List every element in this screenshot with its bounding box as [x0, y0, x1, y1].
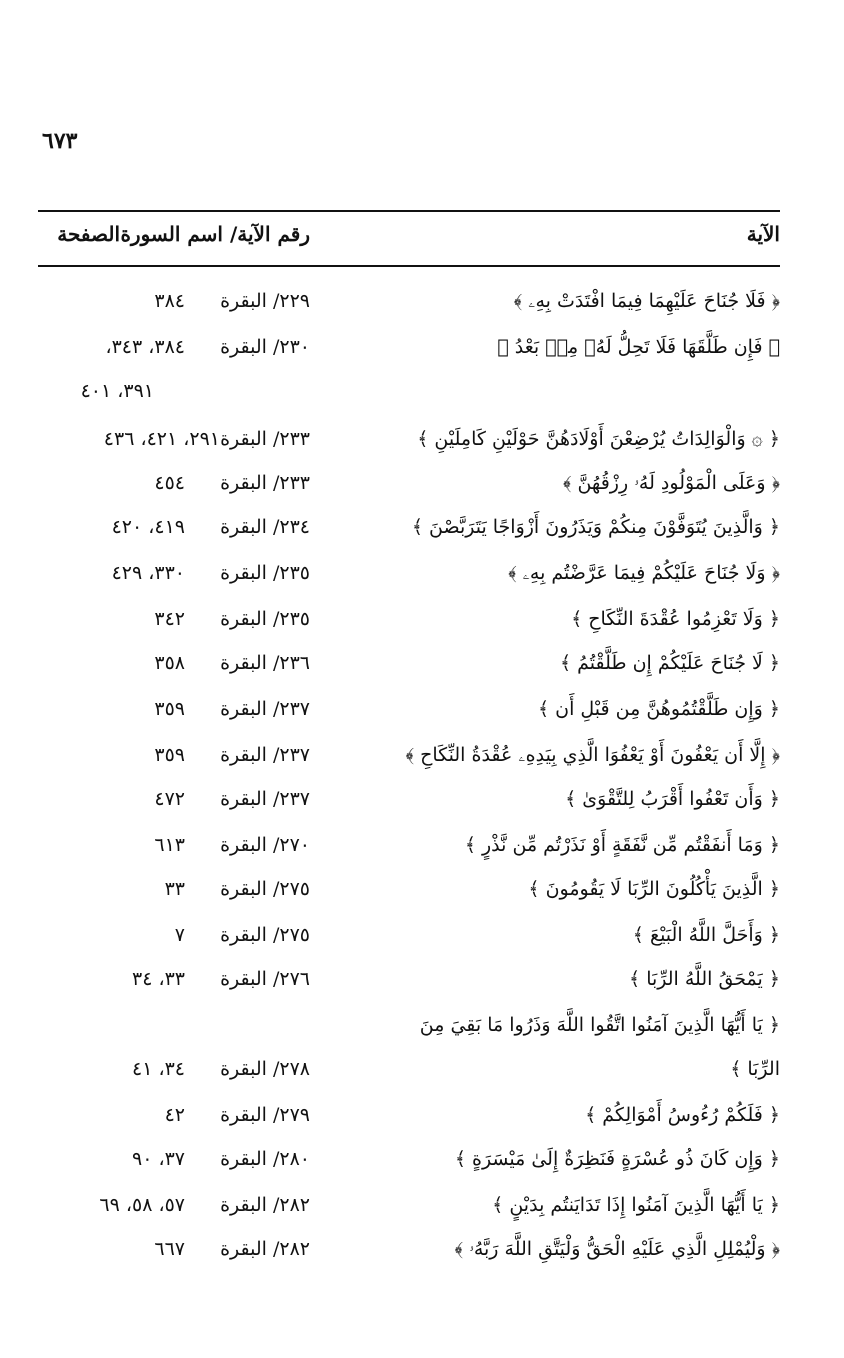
- ayah-text: ﴿ يَمْحَقُ اللَّهُ الرِّبَا ﴾: [629, 968, 780, 990]
- ayah-text: ﴿ ۞ وَالْوَالِدَاتُ يُرْضِعْنَ أَوْلَادَهُنَّ حَوْلَيْنِ كَامِلَيْنِ ﴾: [417, 428, 780, 450]
- page-refs: ٣٥٩: [154, 698, 185, 720]
- table-row: [38, 1188, 780, 1232]
- ayah-text: ﴿ فَلَا جُنَاحَ عَلَيْهِمَا فِيمَا افْتَدَتْ بِهِۦ ﴾: [513, 290, 780, 312]
- page-refs: ٦٦٧: [154, 1238, 185, 1260]
- ayah-text: ﴿ الَّذِينَ يَأْكُلُونَ الرِّبَا لَا يَقُومُونَ ﴾: [528, 878, 780, 900]
- ayah-text: ﴿ وَالَّذِينَ يُتَوَفَّوْنَ مِنكُمْ وَيَذَرُونَ أَزْوَاجًا يَتَرَبَّصْنَ ﴾: [411, 516, 780, 538]
- table-row: [38, 330, 780, 374]
- ayah-reference: ٢٧٠/ البقرة: [220, 834, 310, 856]
- ayah-text: ﴿ يَا أَيُّهَا الَّذِينَ آمَنُوا اتَّقُوا اللَّهَ وَذَرُوا مَا بَقِيَ مِنَ: [419, 1014, 780, 1036]
- page-refs: ٣٣٠، ٤٢٩: [111, 562, 185, 584]
- page-refs: ٣٣، ٣٤: [131, 968, 185, 990]
- page-refs: ٢٩١، ٤٢١، ٤٣٦: [103, 428, 220, 450]
- table-row: [38, 918, 780, 962]
- ayah-reference: ٢٣٥/ البقرة: [220, 608, 310, 630]
- ayah-reference: ٢٨٢/ البقرة: [220, 1238, 310, 1260]
- header-ayah-number-surah: رقم الآية/ اسم السورة: [120, 222, 310, 246]
- page-refs: ٣٨٤: [154, 290, 185, 312]
- table-row: [38, 466, 780, 510]
- top-rule: [38, 210, 780, 212]
- page-refs: ٤٥٤: [154, 472, 185, 494]
- page-refs: ٤١٩، ٤٢٠: [111, 516, 185, 538]
- page-refs-continued: ٣٩١، ٤٠١: [80, 380, 154, 402]
- table-row: [38, 872, 780, 916]
- ayah-reference: ٢٣٧/ البقرة: [220, 788, 310, 810]
- table-row: [38, 646, 780, 690]
- ayah-text: ﴿ وَعَلَى الْمَوْلُودِ لَهُۥ رِزْقُهُنَّ ﴾: [563, 472, 780, 494]
- page-refs: ٣٨٤، ٣٤٣،: [105, 336, 185, 358]
- ayah-reference: ٢٣٣/ البقرة: [220, 472, 310, 494]
- ayah-text: ﴿ لَا جُنَاحَ عَلَيْكُمْ إِن طَلَّقْتُمُ ﴾: [559, 652, 780, 674]
- ayah-reference: ٢٣٣/ البقرة: [220, 428, 310, 450]
- header-page: الصفحة: [57, 222, 120, 246]
- ayah-text: ﴿ وَأَن تَعْفُوا أَقْرَبُ لِلتَّقْوَىٰ ﴾: [565, 788, 780, 810]
- page-refs: ٣٤، ٤١: [131, 1058, 185, 1080]
- ayah-text: ﴿ وَلَا تَعْزِمُوا عُقْدَةَ النِّكَاحِ ﴾: [571, 608, 780, 630]
- table-row: [38, 422, 780, 466]
- page-refs: ٣٥٩: [154, 744, 185, 766]
- ayah-reference: ٢٣٤/ البقرة: [220, 516, 310, 538]
- ayah-text: ﴿ فَإِن طَلَّقَهَا فَلَا تَحِلُّ لَهُۥ مِنۢ بَعْدُ ﴾: [497, 336, 780, 358]
- table-row: [38, 556, 780, 600]
- page-refs: ٣٧، ٩٠: [131, 1148, 185, 1170]
- ayah-text: ﴿ فَلَكُمْ رُءُوسُ أَمْوَالِكُمْ ﴾: [585, 1104, 780, 1126]
- header-rule: [38, 265, 780, 267]
- page-refs: ٦١٣: [154, 834, 185, 856]
- page-refs: ٥٧، ٥٨، ٦٩: [99, 1194, 185, 1216]
- ayah-reference: ٢٧٦/ البقرة: [220, 968, 310, 990]
- ayah-reference: ٢٣٦/ البقرة: [220, 652, 310, 674]
- ayah-text: ﴿ وَأَحَلَّ اللَّهُ الْبَيْعَ ﴾: [632, 924, 780, 946]
- table-row: [38, 1142, 780, 1186]
- table-header: [38, 222, 780, 256]
- table-row: [38, 692, 780, 736]
- ayah-reference: ٢٧٥/ البقرة: [220, 878, 310, 900]
- ayah-reference: ٢٧٥/ البقرة: [220, 924, 310, 946]
- page-refs: ٣٥٨: [154, 652, 185, 674]
- table-row: [38, 510, 780, 554]
- table-row: [38, 1052, 780, 1096]
- page-refs: ٣٤٢: [154, 608, 185, 630]
- ayah-reference: ٢٣٧/ البقرة: [220, 744, 310, 766]
- table-row: [38, 738, 780, 782]
- ayah-reference: ٢٣٥/ البقرة: [220, 562, 310, 584]
- ayah-reference: ٢٣٠/ البقرة: [220, 336, 310, 358]
- page-refs: ٤٢: [164, 1104, 185, 1126]
- table-row: [38, 284, 780, 328]
- ayah-reference: ٢٨٢/ البقرة: [220, 1194, 310, 1216]
- page-refs: ٤٧٢: [154, 788, 185, 810]
- ayah-reference: ٢٧٩/ البقرة: [220, 1104, 310, 1126]
- table-row: [38, 602, 780, 646]
- page-number: ٦٧٣: [42, 128, 78, 154]
- table-row: [38, 782, 780, 826]
- ayah-text: ﴿ وَمَا أَنفَقْتُم مِّن نَّفَقَةٍ أَوْ نَذَرْتُم مِّن نَّذْرٍ ﴾: [464, 834, 780, 856]
- ayah-reference: ٢٨٠/ البقرة: [220, 1148, 310, 1170]
- header-ayah: الآية: [746, 222, 780, 246]
- ayah-text: ﴿ إِلَّا أَن يَعْفُونَ أَوْ يَعْفُوَا الَّذِي بِيَدِهِۦ عُقْدَةُ النِّكَاحِ ﴾: [405, 744, 780, 766]
- page-refs: ٧: [174, 924, 185, 946]
- table-row: [38, 1008, 780, 1052]
- table-row: [38, 1232, 780, 1276]
- ayah-text-continued: الرِّبَا ﴾: [730, 1058, 780, 1080]
- ayah-text: ﴿ يَا أَيُّهَا الَّذِينَ آمَنُوا إِذَا تَدَايَنتُم بِدَيْنٍ ﴾: [492, 1194, 780, 1216]
- ayah-reference: ٢٧٨/ البقرة: [220, 1058, 310, 1080]
- ayah-text: ﴿ وَلَا جُنَاحَ عَلَيْكُمْ فِيمَا عَرَّضْتُم بِهِۦ ﴾: [508, 562, 780, 584]
- page-refs: ٣٣: [164, 878, 185, 900]
- ayah-text: ﴿ وَإِن كَانَ ذُو عُسْرَةٍ فَنَظِرَةٌ إِلَىٰ مَيْسَرَةٍ ﴾: [454, 1148, 780, 1170]
- ayah-reference: ٢٣٧/ البقرة: [220, 698, 310, 720]
- ayah-reference: ٢٢٩/ البقرة: [220, 290, 310, 312]
- ayah-text: ﴿ وَإِن طَلَّقْتُمُوهُنَّ مِن قَبْلِ أَن ﴾: [537, 698, 780, 720]
- table-row: [38, 1098, 780, 1142]
- table-row: [38, 828, 780, 872]
- ayah-text: ﴿ وَلْيُمْلِلِ الَّذِي عَلَيْهِ الْحَقُّ وَلْيَتَّقِ اللَّهَ رَبَّهُۥ ﴾: [454, 1238, 780, 1260]
- table-row: [38, 962, 780, 1006]
